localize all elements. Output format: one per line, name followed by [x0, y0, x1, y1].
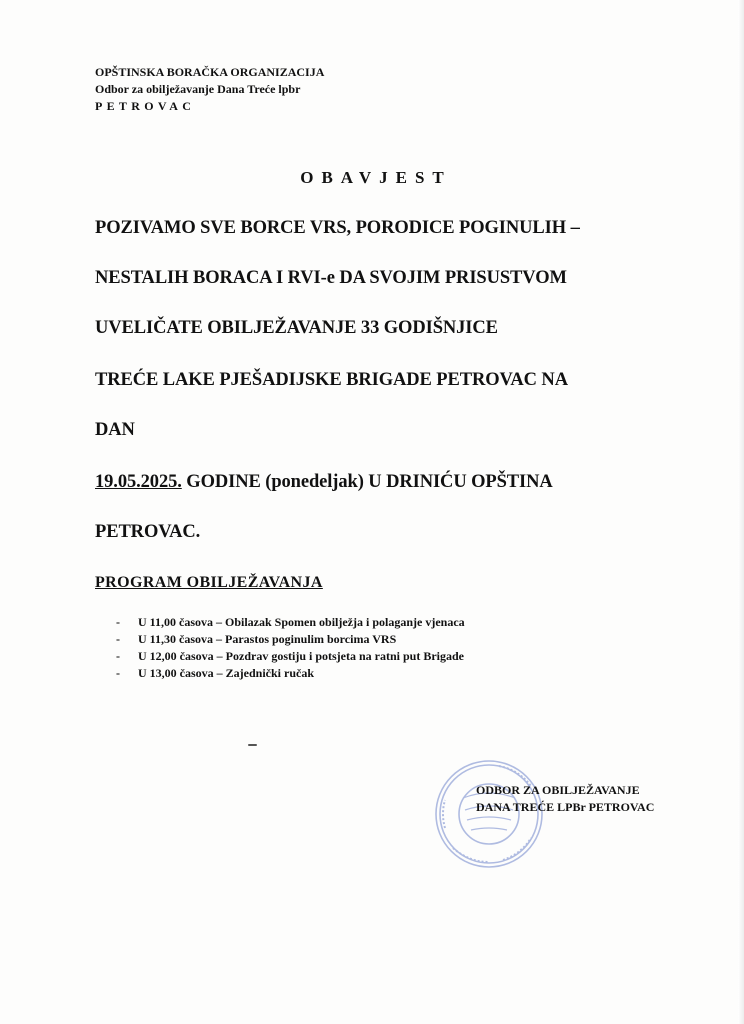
body-line-5: DAN [95, 420, 135, 440]
list-item: - U 11,00 časova – Obilazak Spomen obilježja i polaganje vjenaca [116, 615, 465, 629]
scan-edge [738, 0, 744, 1024]
event-details: GODINE (ponedeljak) U DRINIĆU OPŠTINA [181, 472, 553, 492]
scan-speck [248, 744, 257, 746]
program-title: PROGRAM OBILJEŽAVANJA [95, 574, 323, 591]
body-line-4: TREĆE LAKE PJEŠADIJSKE BRIGADE PETROVAC NA [95, 370, 568, 390]
organization-header [95, 64, 324, 115]
city-name: PETROVAC [95, 99, 196, 113]
list-item: - U 13,00 časova – Zajednički ručak [116, 666, 315, 680]
organization-name: OPŠTINSKA BORAČKA ORGANIZACIJA [95, 65, 325, 79]
dash-bullet: - [116, 632, 120, 646]
dash-bullet: - [116, 666, 120, 680]
list-item: - U 11,30 časova – Parastos poginulim borcima VRS [116, 632, 397, 646]
signature-line-1: ODBOR ZA OBILJEŽAVANJE [476, 783, 640, 797]
signature-block [476, 782, 654, 816]
body-line-6 [95, 472, 553, 493]
committee-name: Odbor za obilježavanje Dana Treće lpbr [95, 82, 301, 96]
document-title: OBAVJEST [300, 168, 452, 187]
list-item: - U 12,00 časova – Pozdrav gostiju i potsjeta na ratni put Brigade [116, 649, 464, 663]
dash-bullet: - [116, 649, 120, 663]
body-line-7: PETROVAC. [95, 522, 201, 542]
body-line-3: UVELIČATE OBILJEŽAVANJE 33 GODIŠNJICE [95, 318, 498, 338]
signature-line-2: DANA TREĆE LPBr PETROVAC [476, 800, 655, 814]
event-date: 19.05.2025. [95, 472, 182, 492]
program-list [116, 614, 465, 682]
body-line-2: NESTALIH BORACA I RVI-e DA SVOJIM PRISUSTVOM [95, 268, 567, 288]
dash-bullet: - [116, 615, 120, 629]
body-line-1: POZIVAMO SVE BORCE VRS, PORODICE POGINULIH – [95, 218, 580, 238]
